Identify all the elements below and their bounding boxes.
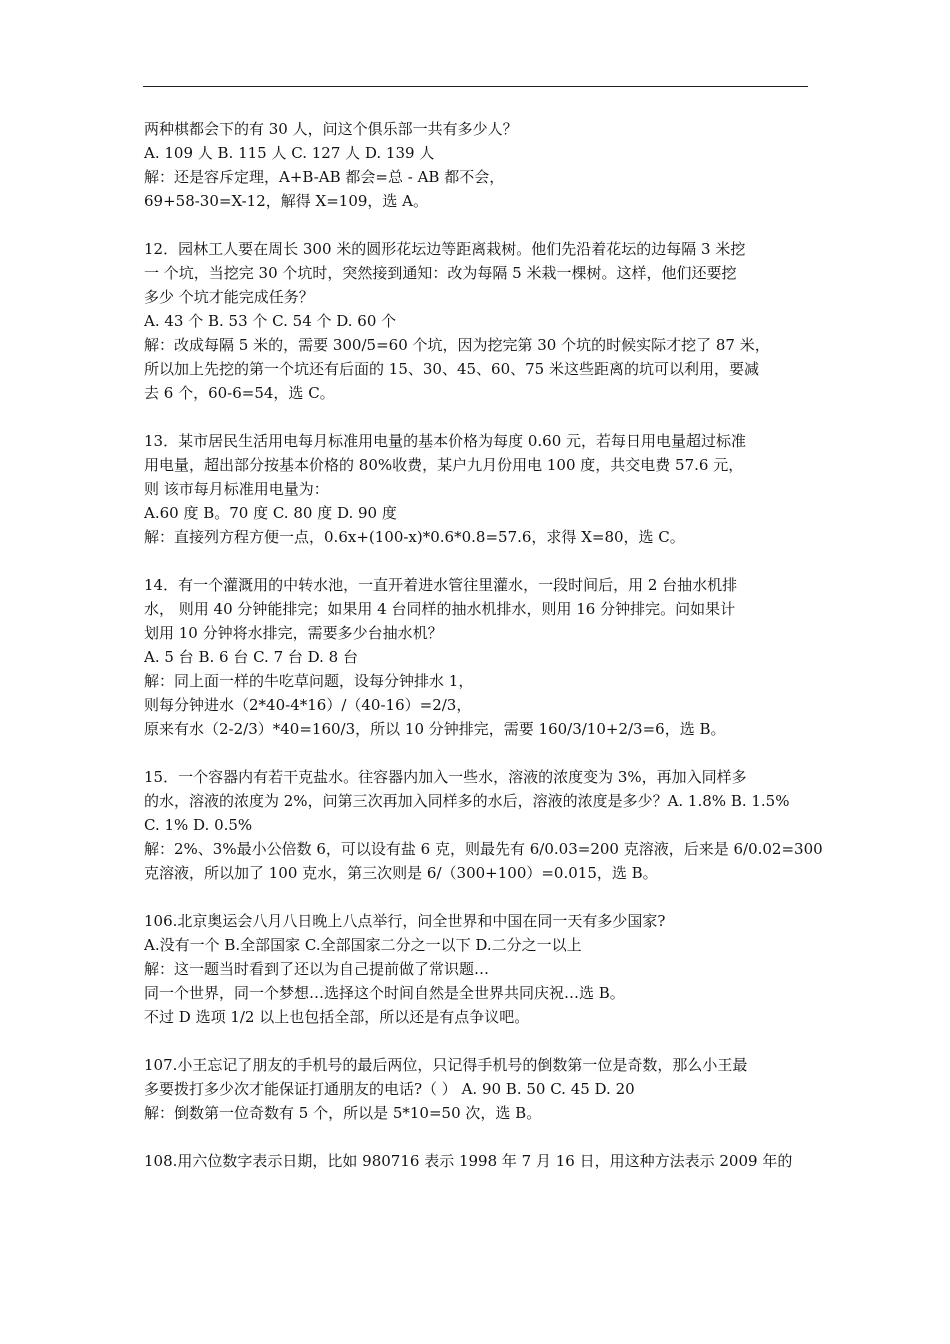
text-line: A.没有一个 B.全部国家 C.全部国家二分之一以下 D.二分之一以上 xyxy=(144,936,582,954)
paragraph-gap xyxy=(144,885,824,909)
paragraph-gap xyxy=(144,549,824,573)
text-line: 解：直接列方程方便一点，0.6x+(100-x)*0.6*0.8=57.6，求得 X=80，选 C。 xyxy=(144,528,685,546)
text-line: 69+58-30=X-12，解得 X=109，选 A。 xyxy=(144,192,429,210)
question-block xyxy=(144,237,824,405)
text-line: A. 109 人 B. 115 人 C. 127 人 D. 139 人 xyxy=(144,144,435,162)
paragraph-gap xyxy=(144,213,824,237)
text-line: 用电量，超出部分按基本价格的 80%收费，某户九月份用电 100 度，共交电费 57.6 元， xyxy=(144,456,744,474)
text-line: 原来有水（2-2/3）*40=160/3，所以 10 分钟排完，需要 160/3/10+2/3=6，选 B。 xyxy=(144,720,726,738)
text-line: A.60 度 B。70 度 C. 80 度 D. 90 度 xyxy=(144,504,397,522)
question-block xyxy=(144,117,824,213)
text-line: 解：倒数第一位奇数有 5 个，所以是 5*10=50 次，选 B。 xyxy=(144,1104,542,1122)
text-line: A. 43 个 B. 53 个 C. 54 个 D. 60 个 xyxy=(144,312,397,330)
question-block xyxy=(144,765,824,885)
text-line: 12．园林工人要在周长 300 米的圆形花坛边等距离栽树。他们先沿着花坛的边每隔 3 米挖 xyxy=(144,240,746,258)
header-divider xyxy=(143,86,808,87)
text-line: 克溶液，所以加了 100 克水，第三次则是 6/（300+100）=0.015，选 B。 xyxy=(144,864,658,882)
text-line: 106.北京奥运会八月八日晚上八点举行，问全世界和中国在同一天有多少国家? xyxy=(144,912,666,930)
text-line: 15．一个容器内有若干克盐水。往容器内加入一些水，溶液的浓度变为 3%，再加入同样多 xyxy=(144,768,747,786)
text-line: 108.用六位数字表示日期，比如 980716 表示 1998 年 7 月 16 日，用这种方法表示 2009 年的 xyxy=(144,1152,793,1170)
text-line: 一 个坑，当挖完 30 个坑时，突然接到通知：改为每隔 5 米栽一棵树。这样，他们还要挖 xyxy=(144,264,737,282)
text-line: 同一个世界，同一个梦想…选择这个时间自然是全世界共同庆祝…选 B。 xyxy=(144,984,625,1002)
text-line: 去 6 个，60-6=54，选 C。 xyxy=(144,384,335,402)
text-line: 107.小王忘记了朋友的手机号的最后两位，只记得手机号的倒数第一位是奇数，那么小王最 xyxy=(144,1056,748,1074)
question-block xyxy=(144,429,824,549)
paragraph-gap xyxy=(144,1125,824,1149)
text-line: 则每分钟进水（2*40-4*16）/（40-16）=2/3， xyxy=(144,696,472,714)
text-line: 的水，溶液的浓度为 2%，问第三次再加入同样多的水后，溶液的浓度是多少？A. 1.8% B. 1.5% xyxy=(144,792,790,810)
paragraph-gap xyxy=(144,405,824,429)
paragraph-gap xyxy=(144,1029,824,1053)
text-line: 解：改成每隔 5 米的，需要 300/5=60 个坑，因为挖完第 30 个坑的时候实际才挖了 87 米， xyxy=(144,336,770,354)
question-block xyxy=(144,1149,824,1173)
text-line: 解：同上面一样的牛吃草问题，设每分钟排水 1， xyxy=(144,672,474,690)
question-block xyxy=(144,573,824,741)
text-line: 不过 D 选项 1/2 以上也包括全部，所以还是有点争议吧。 xyxy=(144,1008,530,1026)
text-line: C. 1% D. 0.5% xyxy=(144,816,253,834)
text-line: A. 5 台 B. 6 台 C. 7 台 D. 8 台 xyxy=(144,648,358,666)
text-line: 解：2%、3%最小公倍数 6，可以设有盐 6 克，则最先有 6/0.03=200 克溶液，后来是 6/0.02=300 xyxy=(144,840,823,858)
document-body xyxy=(144,117,824,1173)
text-line: 解：这一题当时看到了还以为自己提前做了常识题… xyxy=(144,960,490,978)
text-line: 14．有一个灌溉用的中转水池，一直开着进水管往里灌水，一段时间后，用 2 台抽水机排 xyxy=(144,576,738,594)
text-line: 13．某市居民生活用电每月标准用电量的基本价格为每度 0.60 元，若每日用电量超过标准 xyxy=(144,432,747,450)
text-line: 多要拨打多少次才能保证打通朋友的电话?（ ） A. 90 B. 50 C. 45 D. 20 xyxy=(144,1080,635,1098)
text-line: 解：还是容斥定理，A+B-AB 都会=总 - AB 都不会， xyxy=(144,168,505,186)
text-line: 划用 10 分钟将水排完，需要多少台抽水机？ xyxy=(144,624,443,642)
question-block xyxy=(144,1053,824,1125)
question-block xyxy=(144,909,824,1029)
text-line: 则 该市每月标准用电量为： xyxy=(144,480,329,498)
text-line: 两种棋都会下的有 30 人，问这个俱乐部一共有多少人？ xyxy=(144,120,518,138)
text-line: 所以加上先挖的第一个坑还有后面的 15、30、45、60、75 米这些距离的坑可以利用，要减 xyxy=(144,360,759,378)
text-line: 水， 则用 40 分钟能排完；如果用 4 台同样的抽水机排水，则用 16 分钟排完。问如果计 xyxy=(144,600,736,618)
text-line: 多少 个坑才能完成任务？ xyxy=(144,288,314,306)
paragraph-gap xyxy=(144,741,824,765)
